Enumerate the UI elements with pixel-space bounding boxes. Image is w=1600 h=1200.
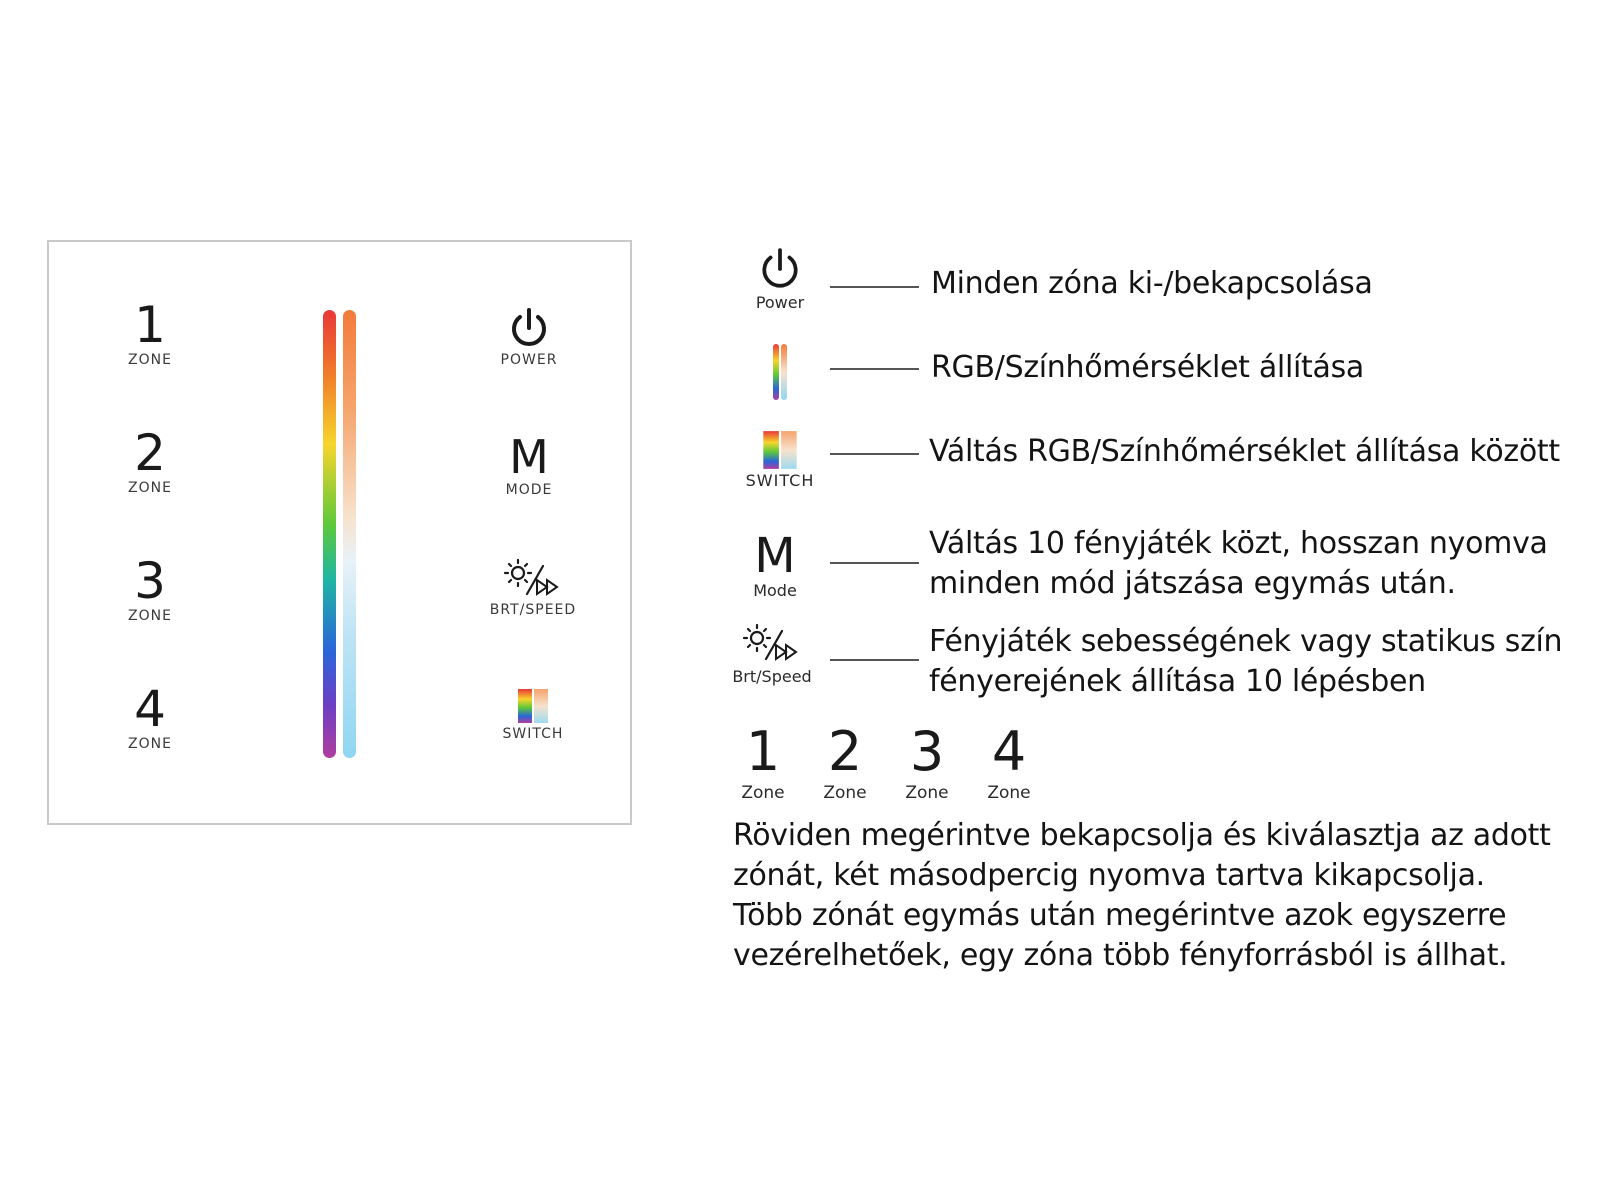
zone-label: ZONE [128, 608, 172, 624]
zone-label: ZONE [128, 480, 172, 496]
zone-description-line: zónát, két másodpercig nyomva tartva kikapcsolja. [733, 858, 1485, 893]
mode-label: MODE [505, 482, 553, 498]
legend-rgb [768, 343, 792, 405]
power-legend-label: Power [755, 293, 805, 312]
zone-number: 2 [827, 720, 863, 783]
brightness-speed-icon [742, 622, 802, 666]
zone-number: 3 [134, 552, 166, 610]
zone-1-button[interactable] [115, 296, 185, 368]
zone-4-button[interactable] [115, 680, 185, 752]
zone-number: 2 [134, 424, 166, 482]
brightness-speed-description [929, 622, 1562, 702]
zone-label: ZONE [128, 352, 172, 368]
zone-number: 3 [909, 720, 945, 783]
mode-icon: M [509, 430, 549, 484]
legend-zone-4 [979, 720, 1039, 803]
zone-description-line: Több zónát egymás után megérintve azok egyszerre [733, 898, 1507, 933]
legend-mode [740, 528, 810, 600]
zone-label: ZONE [128, 736, 172, 752]
brightness-speed-legend-label: Brt/Speed [732, 667, 812, 686]
power-description: Minden zóna ki-/bekapcsolása [931, 266, 1373, 301]
zone-description-line: Röviden megérintve bekapcsolja és kiválasztja az adott [733, 818, 1551, 853]
legend-zone-2 [815, 720, 875, 803]
legend-switch [735, 430, 825, 490]
color-slider-icon [770, 343, 790, 401]
zone-description-line: vezérelhetőek, egy zóna több fényforrásból is állhat. [733, 938, 1508, 973]
mode-description [929, 524, 1548, 604]
touch-panel [47, 240, 632, 825]
mode-button[interactable] [469, 430, 589, 498]
leader-line [830, 659, 919, 661]
legend-brightness-speed [722, 622, 822, 686]
zone-label: Zone [905, 783, 949, 803]
brightness-speed-description-line: fényerejének állítása 10 lépésben [929, 664, 1426, 699]
legend-zone-3 [897, 720, 957, 803]
power-icon [507, 306, 551, 350]
zone-description [733, 816, 1583, 976]
mode-description-line: Váltás 10 fényjáték közt, hosszan nyomva [929, 526, 1548, 561]
brightness-speed-label: BRT/SPEED [489, 602, 577, 618]
color-temperature-slider[interactable] [343, 310, 356, 758]
mode-icon: M [754, 528, 796, 584]
rgb-description: RGB/Színhőmérséklet állítása [931, 350, 1365, 385]
switch-icon [516, 688, 550, 724]
zone-label: Zone [741, 783, 785, 803]
zone-label: Zone [987, 783, 1031, 803]
mode-description-line: minden mód játszása egymás után. [929, 566, 1456, 601]
brightness-speed-icon [503, 558, 563, 600]
switch-description: Váltás RGB/Színhőmérséklet állítása között [929, 434, 1560, 469]
power-button[interactable] [469, 306, 589, 368]
zone-3-button[interactable] [115, 552, 185, 624]
zone-number: 1 [745, 720, 781, 783]
legend-power [738, 246, 822, 312]
brightness-speed-description-line: Fényjáték sebességének vagy statikus szín [929, 624, 1563, 659]
power-label: POWER [500, 352, 558, 368]
brightness-speed-button[interactable] [473, 558, 593, 618]
leader-line [830, 286, 919, 288]
zone-number: 4 [134, 680, 166, 738]
leader-line [830, 562, 919, 564]
zone-2-button[interactable] [115, 424, 185, 496]
switch-button[interactable] [473, 688, 593, 742]
leader-line [830, 368, 919, 370]
leader-line [830, 453, 919, 455]
zone-label: Zone [823, 783, 867, 803]
power-icon [757, 246, 803, 292]
switch-legend-label: SWITCH [745, 471, 815, 490]
mode-legend-label: Mode [753, 581, 797, 600]
switch-label: SWITCH [502, 726, 564, 742]
rgb-slider[interactable] [323, 310, 336, 758]
zone-number: 4 [991, 720, 1027, 783]
zone-number: 1 [134, 296, 166, 354]
switch-icon [761, 430, 799, 470]
legend-zone-1 [733, 720, 793, 803]
